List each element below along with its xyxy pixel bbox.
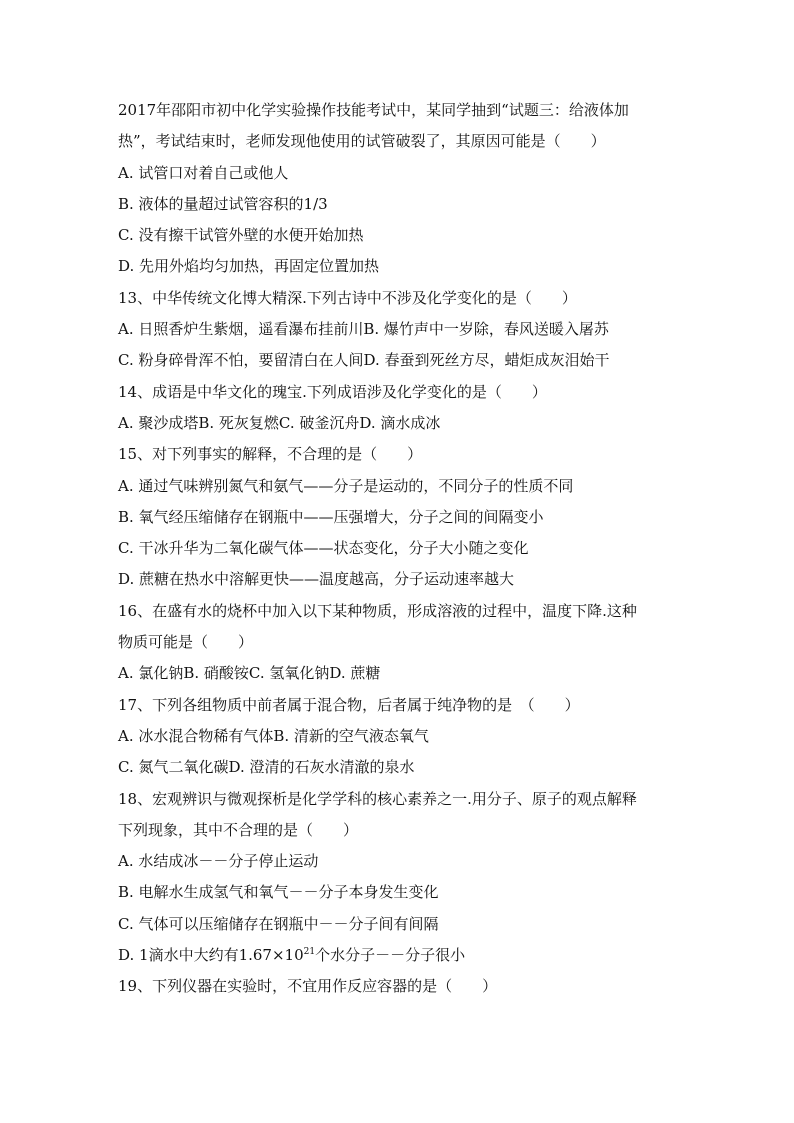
- question-18: 18、宏观辨识与微观探析是化学学科的核心素养之一.用分子、原子的观点解释: [118, 789, 637, 808]
- option-line: C. 氮气二氧化碳D. 澄清的石灰水清澈的泉水: [118, 758, 415, 777]
- option-line: A. 试管口对着自己或他人: [118, 163, 289, 182]
- option-line: B. 氧气经压缩储存在钢瓶中——压强增大，分子之间的间隔变小: [118, 507, 544, 526]
- option-line: B. 电解水生成氢气和氧气－－分子本身发生变化: [118, 883, 439, 902]
- question-19: 19、下列仪器在实验时，不宜用作反应容器的是（ ）: [118, 977, 498, 996]
- question-text: [118, 95, 678, 1003]
- option-line: B. 液体的量超过试管容积的1/3: [118, 194, 328, 213]
- question-16: 16、在盛有水的烧杯中加入以下某种物质，形成溶液的过程中，温度下降.这种: [118, 601, 637, 620]
- option-line: A. 日照香炉生紫烟，遥看瀑布挂前川B. 爆竹声中一岁除，春风送暖入屠苏: [118, 320, 609, 339]
- text-line: 2017年邵阳市初中化学实验操作技能考试中，某同学抽到“试题三：给液体加: [118, 101, 629, 119]
- option-line: A. 聚沙成塔B. 死灰复燃C. 破釜沉舟D. 滴水成冰: [118, 413, 441, 432]
- question-15: 15、对下列事实的解释，不合理的是（ ）: [118, 445, 423, 464]
- text-line: 下列现象，其中不合理的是（ ）: [118, 820, 359, 839]
- option-line: D. 先用外焰均匀加热，再固定位置加热: [118, 257, 380, 276]
- option-line: C. 没有擦干试管外壁的水便开始加热: [118, 226, 364, 245]
- option-line-d: [118, 940, 678, 971]
- question-17: 17、下列各组物质中前者属于混合物，后者属于纯净物的是 （ ）: [118, 695, 580, 714]
- option-line: D. 蔗糖在热水中溶解更快——温度越高，分子运动速率越大: [118, 570, 515, 589]
- exponent: 21: [303, 947, 316, 958]
- option-line: C. 粉身碎骨浑不怕，要留清白在人间D. 春蚕到死丝方尽，蜡炬成灰泪始干: [118, 351, 610, 370]
- option-line: C. 气体可以压缩储存在钢瓶中－－分子间有间隔: [118, 914, 439, 933]
- question-14: 14、成语是中华文化的瑰宝.下列成语涉及化学变化的是（ ）: [118, 382, 547, 401]
- text-line: 物质可能是（ ）: [118, 633, 254, 652]
- option-line: A. 通过气味辨别氮气和氨气——分子是运动的，不同分子的性质不同: [118, 476, 574, 495]
- option-line: C. 干冰升华为二氧化碳气体——状态变化，分子大小随之变化: [118, 539, 529, 558]
- option-d-after: 个水分子－－分子很小: [315, 946, 466, 965]
- option-line: A. 氯化钠B. 硝酸铵C. 氢氧化钠D. 蔗糖: [118, 664, 381, 683]
- option-d-before: D. 1滴水中大约有1.67×10: [118, 946, 304, 965]
- option-line: A. 冰水混合物稀有气体B. 清新的空气液态氧气: [118, 726, 429, 745]
- option-line: A. 水结成冰－－分子停止运动: [118, 852, 319, 871]
- question-13: 13、中华传统文化博大精深.下列古诗中不涉及化学变化的是（ ）: [118, 288, 577, 307]
- text-line: 热”，考试结束时，老师发现他使用的试管破裂了，其原因可能是（ ）: [118, 132, 606, 151]
